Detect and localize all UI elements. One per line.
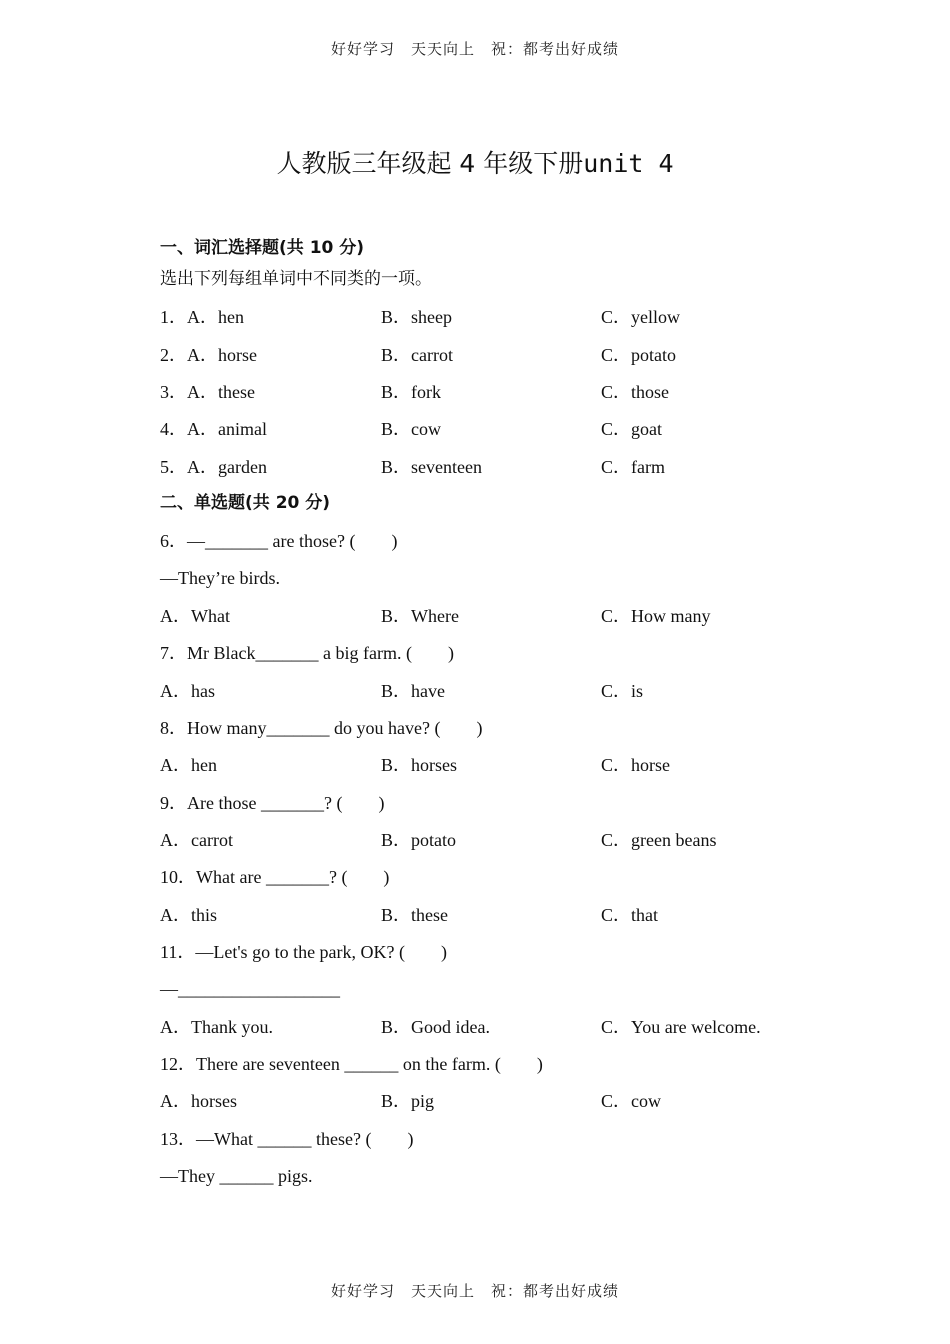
q6-reply: —They’re birds. bbox=[160, 568, 280, 588]
q8-option-b: B．horses bbox=[381, 755, 457, 775]
q3-option-a: 3．A．these bbox=[160, 382, 255, 402]
q10-option-c: C．that bbox=[601, 905, 658, 925]
q9-option-b: B．potato bbox=[381, 830, 456, 850]
q12-option-c: C．cow bbox=[601, 1091, 661, 1111]
q1-option-a: 1．A．hen bbox=[160, 307, 244, 327]
page-header: 好好学习 天天向上 祝：都考出好成绩 bbox=[330, 40, 619, 58]
q5-option-a: 5．A．garden bbox=[160, 457, 267, 477]
q2-option-c: C．potato bbox=[601, 345, 676, 365]
q6-stem: 6．—_______ are those? ( ) bbox=[160, 531, 398, 551]
page-title bbox=[0, 144, 950, 180]
q2-option-a: 2．A．horse bbox=[160, 345, 257, 365]
q1-option-b: B．sheep bbox=[381, 307, 452, 327]
q8-stem: 8．How many_______ do you have? ( ) bbox=[160, 718, 483, 738]
q7-stem: 7．Mr Black_______ a big farm. ( ) bbox=[160, 643, 454, 663]
q10-option-b: B．these bbox=[381, 905, 448, 925]
q4-option-c: C．goat bbox=[601, 419, 662, 439]
q11-option-b: B．Good idea. bbox=[381, 1017, 490, 1037]
q11-option-c: C．You are welcome. bbox=[601, 1017, 761, 1037]
section-1-heading: 一、词汇选择题(共 10 分) bbox=[160, 238, 365, 258]
q7-option-a: A．has bbox=[160, 681, 215, 701]
q6-option-a: A．What bbox=[160, 606, 230, 626]
q2-option-b: B．carrot bbox=[381, 345, 453, 365]
q12-stem: 12．There are seventeen ______ on the farm. ( ) bbox=[160, 1054, 543, 1074]
q9-stem: 9．Are those _______? ( ) bbox=[160, 793, 385, 813]
q5-option-b: B．seventeen bbox=[381, 457, 482, 477]
q10-stem: 10．What are _______? ( ) bbox=[160, 867, 390, 887]
title-chinese: 人教版三年级起 4 年级下册 bbox=[276, 149, 584, 178]
q11-option-a: A．Thank you. bbox=[160, 1017, 273, 1037]
q9-option-c: C．green beans bbox=[601, 830, 717, 850]
section-1-instruction: 选出下列每组单词中不同类的一项。 bbox=[160, 269, 432, 289]
q9-option-a: A．carrot bbox=[160, 830, 233, 850]
q11-stem: 11．—Let's go to the park, OK? ( ) bbox=[160, 942, 448, 962]
q12-option-a: A．horses bbox=[160, 1091, 237, 1111]
q8-option-c: C．horse bbox=[601, 755, 670, 775]
q5-option-c: C．farm bbox=[601, 457, 665, 477]
q7-option-b: B．have bbox=[381, 681, 445, 701]
section-2-heading: 二、单选题(共 20 分) bbox=[160, 493, 331, 513]
q6-option-b: B．Where bbox=[381, 606, 459, 626]
q8-option-a: A．hen bbox=[160, 755, 217, 775]
q4-option-b: B．cow bbox=[381, 419, 441, 439]
q13-reply: —They ______ pigs. bbox=[160, 1166, 313, 1186]
q10-option-a: A．this bbox=[160, 905, 218, 925]
q6-option-c: C．How many bbox=[601, 606, 711, 626]
page-footer: 好好学习 天天向上 祝：都考出好成绩 bbox=[330, 1282, 619, 1300]
q3-option-b: B．fork bbox=[381, 382, 441, 402]
q13-stem: 13．—What ______ these? ( ) bbox=[160, 1129, 414, 1149]
q3-option-c: C．those bbox=[601, 382, 670, 402]
q11-reply-blank: —__________________ bbox=[160, 979, 340, 999]
q12-option-b: B．pig bbox=[381, 1091, 435, 1111]
q1-option-c: C．yellow bbox=[601, 307, 680, 327]
q7-option-c: C．is bbox=[601, 681, 644, 701]
title-unit: unit 4 bbox=[583, 149, 674, 178]
q4-option-a: 4．A．animal bbox=[160, 419, 267, 439]
